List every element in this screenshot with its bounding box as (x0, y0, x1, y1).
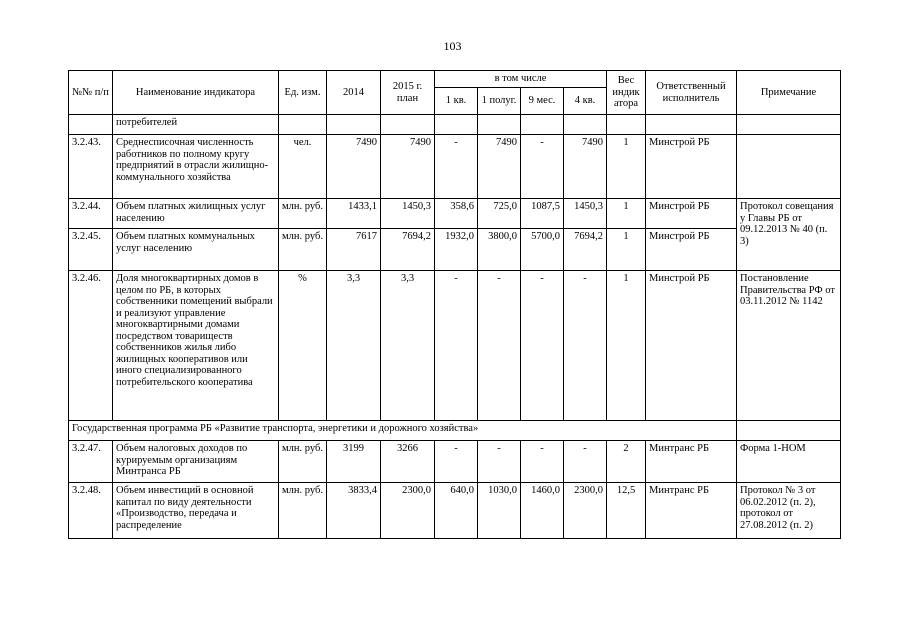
section-row (69, 421, 841, 441)
value-q4: 7490 (564, 135, 607, 199)
value-2015-plan: 7694,2 (381, 229, 435, 271)
value-q4: 7694,2 (564, 229, 607, 271)
responsible-cell: Минстрой РБ (646, 271, 737, 421)
value-q1: 640,0 (435, 483, 478, 539)
unit-cell: % (279, 271, 327, 421)
header-unit: Ед. изм. (279, 71, 327, 115)
value-weight: 1 (607, 199, 646, 229)
table-row (69, 115, 841, 135)
value-9-months: 1087,5 (521, 199, 564, 229)
header-weight: Вес индик атора (607, 71, 646, 115)
value-2014: 7617 (327, 229, 381, 271)
header-q1: 1 кв. (435, 88, 478, 115)
responsible-cell: Минстрой РБ (646, 199, 737, 229)
value-9-months: 5700,0 (521, 229, 564, 271)
value-9-months: - (521, 271, 564, 421)
value-q4: - (564, 271, 607, 421)
value-2015-plan: 7490 (381, 135, 435, 199)
header-name: Наименование индикатора (113, 71, 279, 115)
unit-cell: млн. руб. (279, 229, 327, 271)
value-q1: - (435, 271, 478, 421)
unit-cell: млн. руб. (279, 483, 327, 539)
unit-cell: млн. руб. (279, 441, 327, 483)
indicator-name: Объем инвестиций в основной капитал по виду деятельности «Производство, передача и распределение (113, 483, 279, 539)
row-number: 3.2.47. (69, 441, 113, 483)
row-number: 3.2.43. (69, 135, 113, 199)
header-including: в том числе (435, 71, 607, 88)
value-9-months: - (521, 135, 564, 199)
value-half-year: 3800,0 (478, 229, 521, 271)
value-half-year: - (478, 441, 521, 483)
value-2014: 1433,1 (327, 199, 381, 229)
value-half-year: - (478, 271, 521, 421)
value-q1: 358,6 (435, 199, 478, 229)
indicator-name: Среднесписочная численность работников по полному кругу предприятий в отрасли жилищно-коммунального хозяйства (113, 135, 279, 199)
value-q4: 2300,0 (564, 483, 607, 539)
table-row (69, 483, 841, 539)
unit-cell: млн. руб. (279, 199, 327, 229)
value-half-year: 725,0 (478, 199, 521, 229)
responsible-cell: Минтранс РБ (646, 483, 737, 539)
value-2015-plan: 3,3 (381, 271, 435, 421)
table-row (69, 271, 841, 421)
header-2014: 2014 (327, 71, 381, 115)
value-2014: 3,3 (327, 271, 381, 421)
header-num: №№ п/п (69, 71, 113, 115)
note-cell: Форма 1-НОМ (737, 441, 841, 483)
indicator-name: Доля многоквартирных домов в целом по РБ, в которых собственники помещений выбрали и реализуют управление многоквартирными домами посредством товариществ собственников жилья либо жилищных кооперативов или иного специализированного потребительского кооператива (113, 271, 279, 421)
indicator-name: Объем платных жилищных услуг населению (113, 199, 279, 229)
responsible-cell: Минтранс РБ (646, 441, 737, 483)
indicator-name: потребителей (113, 115, 279, 135)
indicators-table (68, 70, 841, 539)
value-2015-plan: 1450,3 (381, 199, 435, 229)
header-half-year: 1 полуг. (478, 88, 521, 115)
table-row (69, 441, 841, 483)
value-q1: 1932,0 (435, 229, 478, 271)
header-9-months: 9 мес. (521, 88, 564, 115)
row-number: 3.2.48. (69, 483, 113, 539)
section-title: Государственная программа РБ «Развитие транспорта, энергетики и дорожного хозяйства» (69, 421, 737, 441)
header-responsible: Ответственный исполнитель (646, 71, 737, 115)
note-cell: Постановление Правительства РФ от 03.11.2012 № 1142 (737, 271, 841, 421)
value-9-months: 1460,0 (521, 483, 564, 539)
value-q1: - (435, 135, 478, 199)
table-row (69, 199, 841, 229)
value-q1: - (435, 441, 478, 483)
note-cell: Протокол совещания у Главы РБ от 09.12.2013 № 40 (п. 3) (737, 199, 841, 271)
value-weight: 12,5 (607, 483, 646, 539)
value-weight: 1 (607, 271, 646, 421)
value-2014: 7490 (327, 135, 381, 199)
value-9-months: - (521, 441, 564, 483)
value-weight: 2 (607, 441, 646, 483)
row-number: 3.2.46. (69, 271, 113, 421)
value-q4: 1450,3 (564, 199, 607, 229)
header-q4: 4 кв. (564, 88, 607, 115)
value-half-year: 1030,0 (478, 483, 521, 539)
note-cell: Протокол № 3 от 06.02.2012 (п. 2), протокол от 27.08.2012 (п. 2) (737, 483, 841, 539)
table-row (69, 135, 841, 199)
value-half-year: 7490 (478, 135, 521, 199)
responsible-cell: Минстрой РБ (646, 135, 737, 199)
header-2015-plan: 2015 г. план (381, 71, 435, 115)
value-2014: 3199 (327, 441, 381, 483)
value-2015-plan: 2300,0 (381, 483, 435, 539)
unit-cell: чел. (279, 135, 327, 199)
row-number: 3.2.44. (69, 199, 113, 229)
header-note: Примечание (737, 71, 841, 115)
value-weight: 1 (607, 229, 646, 271)
table-row (69, 229, 841, 271)
indicator-name: Объем налоговых доходов по курируемым организациям Минтранса РБ (113, 441, 279, 483)
value-q4: - (564, 441, 607, 483)
row-number: 3.2.45. (69, 229, 113, 271)
responsible-cell: Минстрой РБ (646, 229, 737, 271)
value-2014: 3833,4 (327, 483, 381, 539)
value-2015-plan: 3266 (381, 441, 435, 483)
page-number: 103 (443, 39, 462, 53)
indicator-name: Объем платных коммунальных услуг населению (113, 229, 279, 271)
value-weight: 1 (607, 135, 646, 199)
